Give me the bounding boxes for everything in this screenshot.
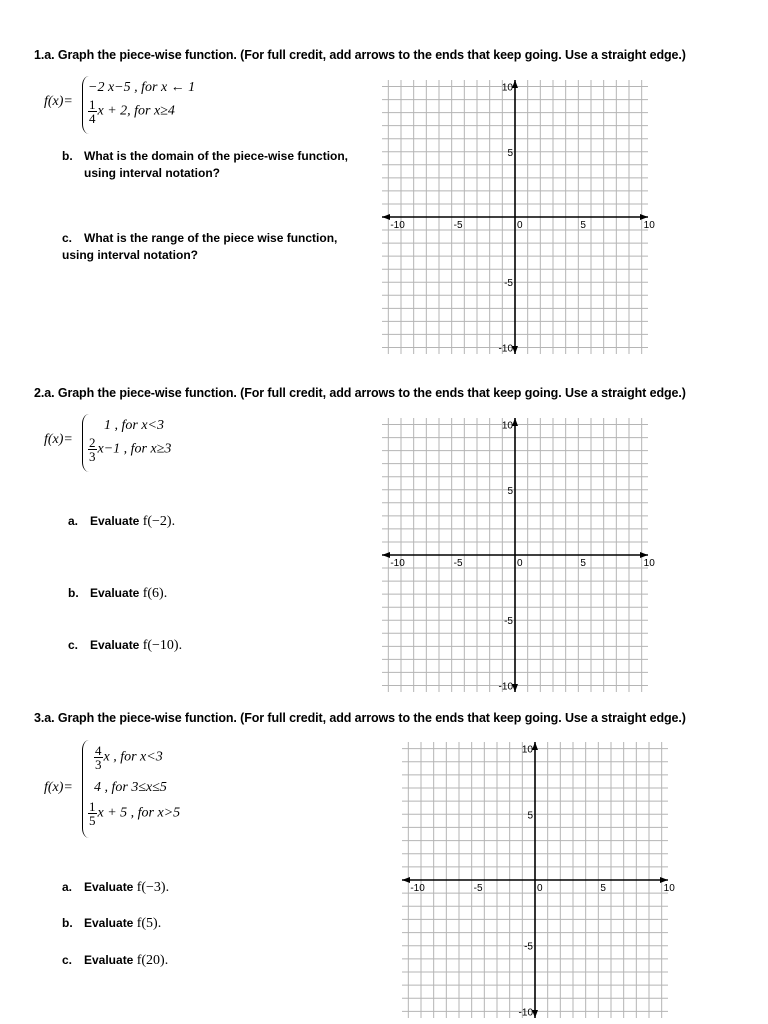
x-tick-label: -10 <box>410 883 425 894</box>
coordinate-grid[interactable] <box>398 738 675 1022</box>
x-tick-label: 10 <box>643 558 655 569</box>
problem-3-question-b: b. Evaluate f(5). <box>62 916 162 931</box>
fraction: $\frac{4}{3}$ <box>95 743 102 772</box>
y-tick-label: -5 <box>504 616 513 628</box>
x-tick-label: 5 <box>600 883 606 894</box>
arrow-left-icon <box>382 214 390 220</box>
arrow-left-icon <box>382 552 390 558</box>
problem-3-question-a: a. Evaluate f(−3). <box>62 880 170 895</box>
x-tick-label: -10 <box>390 220 405 231</box>
x-tick-label: 5 <box>580 558 586 569</box>
piece-1: $\frac{4}{3}$ x , for x<3 <box>95 743 163 772</box>
y-tick-label: 5 <box>507 147 513 159</box>
x-tick-label: 5 <box>580 220 586 231</box>
x-tick-label: -5 <box>453 558 463 569</box>
y-tick-label: -10 <box>498 681 513 693</box>
y-tick-label: 5 <box>507 485 513 497</box>
problem-3-function <box>44 740 364 840</box>
problem-1-question-c: c. What is the range of the piece wise function, using interval notation? <box>62 231 338 262</box>
piece-2: 4 , for 3≤x≤5 <box>94 780 167 795</box>
problem-2-question-c: c. Evaluate f(−10). <box>68 638 183 653</box>
coordinate-grid[interactable] <box>378 76 655 358</box>
x-tick-label: 10 <box>643 220 655 231</box>
function-name: f(x)= <box>44 94 73 109</box>
y-tick-label: 10 <box>501 420 513 432</box>
y-tick-label: 10 <box>521 744 533 756</box>
x-tick-label: 0 <box>517 220 523 231</box>
function-name: f(x)= <box>44 432 73 447</box>
x-tick-label: -10 <box>390 558 405 569</box>
problem-3-title: 3.a. Graph the piece-wise function. (For full credit, add arrows to the ends that keep going. Use a straight edge.) <box>34 711 686 725</box>
fraction: $\frac{2}{3}$ <box>89 435 96 464</box>
x-tick-label: -5 <box>453 220 463 231</box>
problem-2-function <box>44 414 364 484</box>
problem-2-title: 2.a. Graph the piece-wise function. (For full credit, add arrows to the ends that keep going. Use a straight edge.) <box>34 386 686 400</box>
problem-3-question-c: c. Evaluate f(20). <box>62 953 169 968</box>
fraction: $\frac{1}{4}$ <box>89 97 96 126</box>
x-tick-label: -5 <box>473 883 483 894</box>
y-tick-label: -10 <box>518 1007 533 1019</box>
piece-3: $\frac{1}{5}$ x + 5 , for x>5 <box>89 799 181 828</box>
problem-1-function <box>44 76 364 146</box>
x-tick-label: 10 <box>663 883 675 894</box>
problem-2-question-a: a. Evaluate f(−2). <box>68 514 176 529</box>
problem-2-question-b: b. Evaluate f(6). <box>68 586 168 601</box>
piece-2: $\frac{1}{4}$ x + 2, for x≥4 <box>89 97 175 126</box>
arrow-left-icon <box>402 877 410 883</box>
y-tick-label: -5 <box>504 278 513 290</box>
x-tick-label: 0 <box>517 558 523 569</box>
y-tick-label: 10 <box>501 82 513 94</box>
function-name: f(x)= <box>44 780 73 795</box>
piece-1: −2 x−5 , for x ← 1 <box>88 80 196 95</box>
fraction: $\frac{1}{5}$ <box>89 799 96 828</box>
problem-1-title: 1.a. Graph the piece-wise function. (For full credit, add arrows to the ends that keep going. Use a straight edge.) <box>34 48 686 62</box>
y-tick-label: -5 <box>524 941 533 953</box>
coordinate-grid[interactable] <box>378 414 655 696</box>
problem-1-question-b: b. What is the domain of the piece-wise function, using interval notation? <box>62 149 349 180</box>
y-tick-label: 5 <box>527 810 533 822</box>
piece-1: 1 , for x<3 <box>104 418 164 433</box>
x-tick-label: 0 <box>537 883 543 894</box>
piece-2: $\frac{2}{3}$ x−1 , for x≥3 <box>89 435 172 464</box>
y-tick-label: -10 <box>498 343 513 355</box>
